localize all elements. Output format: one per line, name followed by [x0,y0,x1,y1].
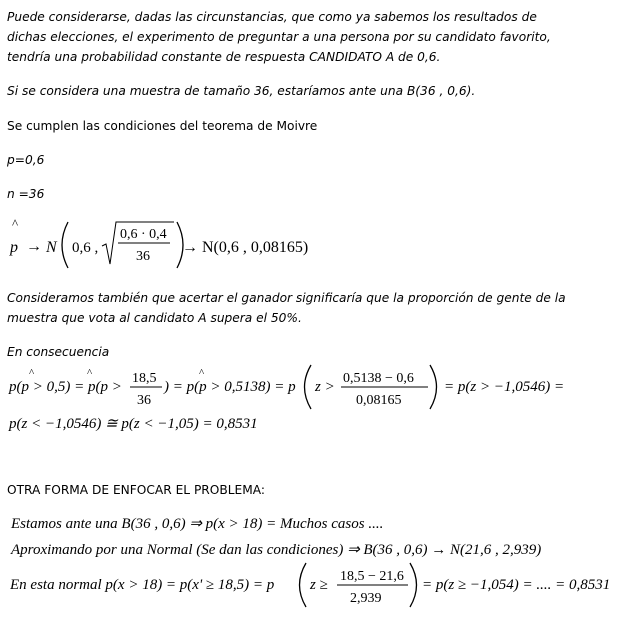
frac2-den: 0,08165 [356,393,402,408]
frac-den: 36 [136,249,150,264]
calc-d: = p(z > −1,0546) = [444,379,565,395]
alt-line-3 [10,560,630,610]
calc-line-2 [9,414,258,433]
frac3-den: 2,939 [350,591,382,606]
mean-value: 0,6 , [72,240,99,256]
sample-line: Si se considera una muestra de tamaño 36, estaríamos ante una B(36 , 0,6). [7,84,476,98]
para2-line-2: muestra que vota al candidato A supera el 50%. [7,311,302,325]
svg-text:^: ^ [199,367,205,379]
frac2-num: 0,5138 − 0,6 [343,371,414,386]
frac1-num: 18,5 [132,371,157,386]
formula-1 [6,216,326,274]
alt-l3a: En esta normal p(x > 18) = p(x' ≥ 18,5) = p [10,577,275,593]
moivre-line: Se cumplen las condiciones del teorema de Moivre [7,119,318,133]
frac3-num: 18,5 − 21,6 [340,569,404,584]
calc-line-1 [6,362,566,412]
svg-text:^: ^ [87,367,93,379]
frac1-den: 36 [137,393,151,408]
p-hat: p [10,239,18,256]
calc-line-2-text: p(z < −1,0546) ≅ p(z < −1,05) = 0,8531 [9,416,258,432]
normal-N-1: N [46,239,57,256]
alt-line-1-text: Estamos ante una B(36 , 0,6) ⇒ p(x > 18) = Muchos casos .... [11,516,384,532]
calc-b: ) = p(p > 0,5138) = p [164,379,296,395]
alt-line-2-text: Aproximando por una Normal (Se dan las condiciones) ⇒ B(36 , 0,6) → N(21,6 , 2,939) [11,542,542,558]
otra-forma-heading: OTRA FORMA DE ENFOCAR EL PROBLEMA: [7,483,265,497]
intro-line-1: Puede considerarse, dadas las circunstancias, que como ya sabemos los resultados de [7,10,537,24]
para2-line-1: Consideramos también que acertar el ganador significaría que la proporción de gente de la [7,291,566,305]
alt-line-1 [11,514,383,533]
svg-text:^: ^ [29,367,35,379]
svg-text:→: → [26,238,42,255]
calc-c: z > [315,379,335,395]
formula1-rhs: → N(0,6 , 0,08165) [182,239,309,256]
hat-symbol: ^ [12,216,19,231]
n-line: n =36 [7,187,45,201]
alt-l3c: = p(z ≥ −1,054) = .... = 0,8531 [422,577,611,593]
alt-line-2 [11,540,541,559]
consecuencia-line: En consecuencia [7,345,110,359]
p-line: p=0,6 [7,153,45,167]
intro-line-2: dichas elecciones, el experimento de preguntar a una persona por su candidato favorito, [7,30,551,44]
intro-line-3: tendría una probabilidad constante de respuesta CANDIDATO A de 0,6. [7,50,441,64]
alt-l3b: z ≥ [310,577,328,593]
calc-a: p(p > 0,5) = p(p > [9,379,122,395]
frac-num: 0,6 · 0,4 [120,227,167,242]
